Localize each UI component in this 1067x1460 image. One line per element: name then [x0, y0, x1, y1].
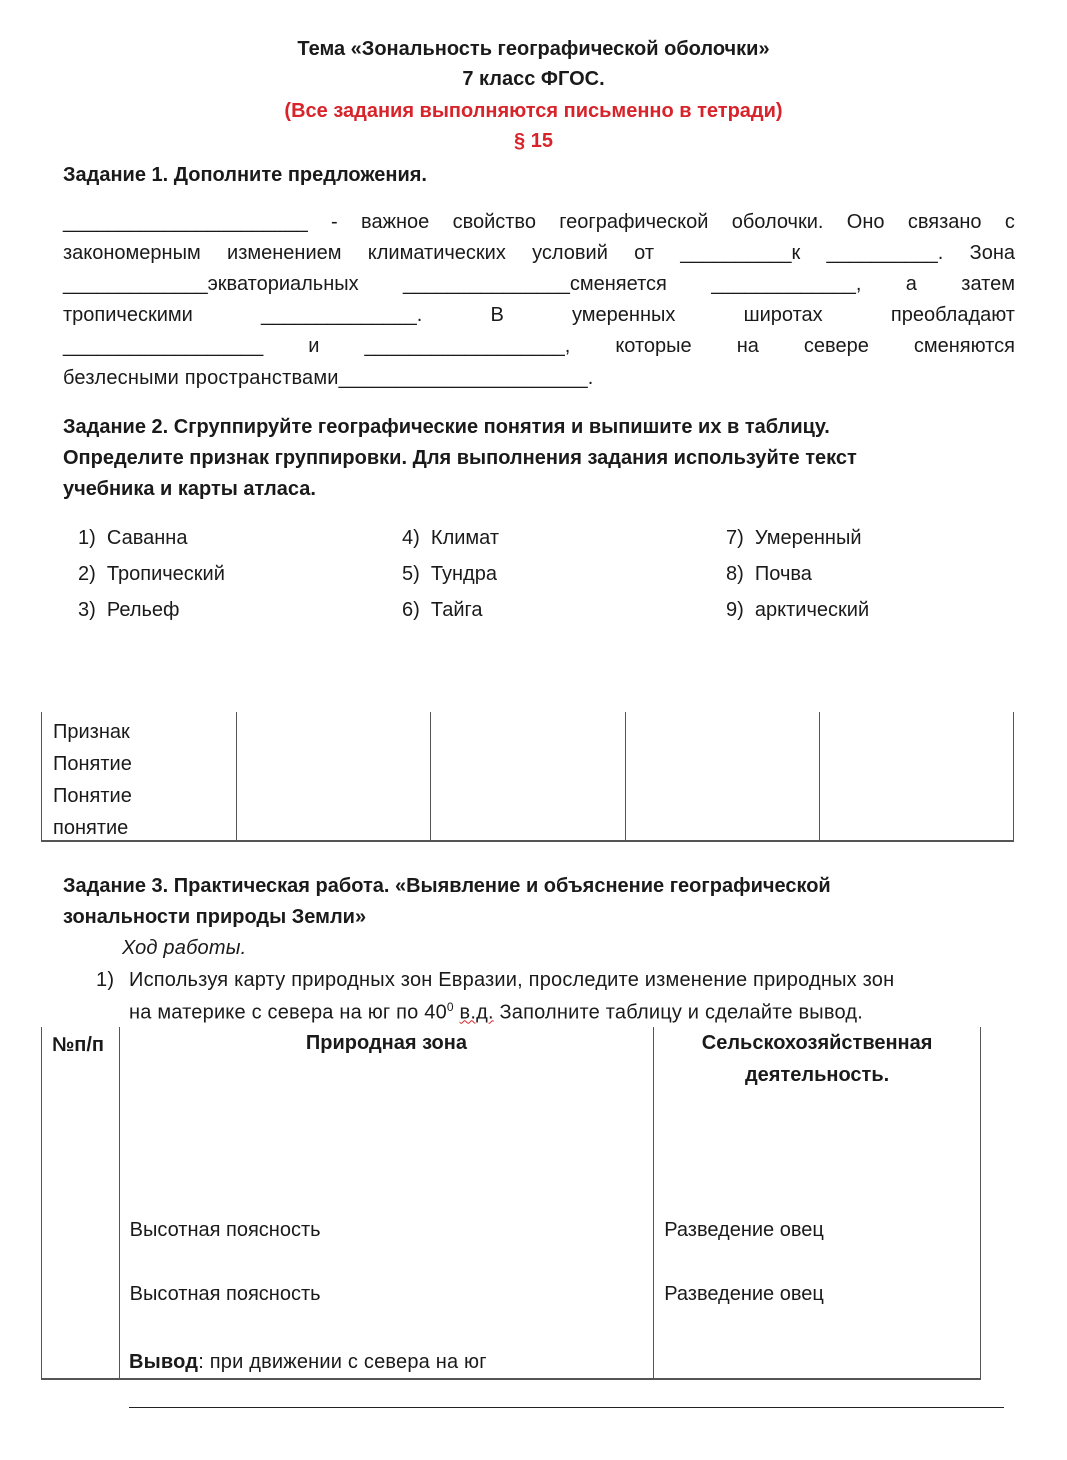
table-cell[interactable] [625, 712, 819, 744]
task2-heading-3: учебника и карты атласа. [63, 478, 316, 500]
header-zone: Природная зона [119, 1027, 654, 1091]
term-item [78, 563, 225, 586]
term-label: Умеренный [754, 527, 862, 549]
term-item [402, 527, 499, 550]
conclusion-label: Вывод [129, 1351, 199, 1373]
header-num: №п/п [42, 1027, 120, 1091]
row-label: понятие [42, 808, 237, 841]
text: сменяются [913, 335, 1015, 357]
task1-line-5 [63, 335, 1015, 358]
num: 8) [726, 563, 744, 585]
text: тропическими [63, 304, 193, 326]
conclusion [129, 1351, 487, 1374]
blank[interactable]: _____________, [711, 273, 862, 295]
task1-line-2 [63, 242, 1015, 265]
activity-cell[interactable]: Разведение овец [654, 1219, 981, 1283]
table-cell[interactable] [119, 1155, 654, 1219]
table-row [42, 808, 1014, 841]
term-item [402, 563, 497, 586]
text: Заполните таблицу и сделайте вывод. [493, 1001, 863, 1024]
table-row [42, 1283, 981, 1347]
table-row [42, 1091, 981, 1123]
num: 1) [78, 527, 96, 549]
text: оболочки. [731, 211, 824, 233]
task1-line-4 [63, 304, 1015, 327]
row-label: Признак [42, 712, 237, 744]
text: В [490, 304, 504, 326]
task1-heading: Задание 1. Дополните предложения. [63, 164, 427, 186]
table-cell[interactable] [42, 1123, 120, 1155]
table-cell[interactable] [42, 1155, 120, 1219]
table-cell[interactable] [42, 1219, 120, 1283]
table-cell[interactable] [819, 712, 1013, 744]
table-cell[interactable] [237, 776, 431, 808]
num: 6) [402, 599, 420, 621]
step-line-2 [129, 1000, 863, 1025]
instructions-note: (Все задания выполняются письменно в тетради) [284, 100, 783, 122]
table-cell[interactable] [819, 808, 1013, 841]
table-cell[interactable] [625, 808, 819, 841]
table-row [42, 712, 1014, 744]
table-cell[interactable] [625, 744, 819, 776]
row-label: Понятие [42, 776, 237, 808]
procedure-label: Ход работы. [122, 937, 247, 959]
table-cell[interactable] [237, 712, 431, 744]
table-cell[interactable] [237, 744, 431, 776]
term-label: Тропический [106, 563, 225, 585]
term-label: арктический [754, 599, 870, 621]
num: 3) [78, 599, 96, 621]
text: свойство [452, 211, 536, 233]
table-cell[interactable] [42, 1347, 120, 1379]
task2-heading-1: Задание 2. Сгруппируйте географические понятия и выпишите их в таблицу. [63, 416, 830, 438]
text: которые [615, 335, 692, 357]
task3-heading-1: Задание 3. Практическая работа. «Выявление и объяснение географической [63, 875, 831, 897]
text: связано [907, 211, 982, 233]
blank[interactable]: __________. [826, 242, 944, 264]
activity-cell[interactable]: Разведение овец [654, 1283, 981, 1347]
table-cell[interactable] [431, 808, 625, 841]
text: Зона [969, 242, 1015, 264]
text: климатических [367, 242, 506, 264]
table-cell[interactable] [431, 776, 625, 808]
task3-heading-2: зональности природы Земли» [63, 906, 367, 928]
table-cell[interactable] [119, 1123, 654, 1155]
zone-cell[interactable]: Высотная поясность [119, 1283, 654, 1347]
conclusion-text: : при движении с севера на юг [198, 1351, 487, 1373]
term-label: Рельеф [106, 599, 180, 621]
table-cell[interactable] [819, 776, 1013, 808]
zone-cell[interactable]: Высотная поясность [119, 1219, 654, 1283]
term-label: Почва [754, 563, 812, 585]
table-cell[interactable] [237, 808, 431, 841]
table-cell[interactable] [431, 712, 625, 744]
text: изменением [227, 242, 342, 264]
table-header-row [42, 1027, 981, 1091]
grade-label: 7 класс ФГОС. [462, 68, 605, 90]
document-title: Тема «Зональность географической оболочки» [297, 38, 770, 60]
term-item [78, 527, 187, 550]
text: затем [961, 273, 1015, 295]
table-row [42, 1123, 981, 1155]
text: от [634, 242, 654, 264]
degree: 0 [446, 1000, 454, 1014]
text: - [331, 211, 338, 233]
table-cell[interactable] [625, 776, 819, 808]
term-item [726, 599, 869, 622]
blank[interactable]: ______________________ [63, 211, 308, 233]
table-row [42, 1155, 981, 1219]
table-cell[interactable] [42, 1283, 120, 1347]
task1-line-6: безлесными пространствами______________________. [63, 367, 594, 389]
text: умеренных [572, 304, 676, 326]
text: и [308, 335, 320, 357]
text: условий [532, 242, 608, 264]
spellcheck-word: в.д. [459, 1001, 494, 1024]
task1-line-3 [63, 273, 1015, 296]
num: 9) [726, 599, 744, 621]
term-label: Климат [430, 527, 500, 549]
text: географической [559, 211, 709, 233]
table-cell[interactable] [654, 1123, 981, 1155]
row-label: Понятие [42, 744, 237, 776]
table-cell[interactable] [431, 744, 625, 776]
table-cell[interactable] [119, 1091, 654, 1123]
term-item [78, 599, 180, 622]
text: на материке с севера на юг по 40 [129, 1001, 447, 1024]
blank[interactable]: __________________, [364, 335, 571, 357]
text: преобладают [890, 304, 1015, 326]
text: на [736, 335, 759, 357]
step-num: 1) [96, 969, 115, 991]
term-item [726, 563, 812, 586]
blank[interactable]: _______________сменяется [403, 273, 667, 295]
term-item [402, 599, 483, 622]
blank[interactable]: __________________ [63, 335, 264, 357]
grouping-table [41, 712, 1014, 842]
blank[interactable]: _____________экваториальных [63, 273, 359, 295]
table-cell[interactable] [654, 1155, 981, 1219]
num: 7) [726, 527, 744, 549]
table-cell[interactable] [654, 1091, 981, 1123]
blank[interactable]: ______________. [261, 304, 423, 326]
text: а [905, 273, 917, 295]
table-cell[interactable] [42, 1091, 120, 1123]
table-cell[interactable] [654, 1347, 981, 1379]
step-line-1: Используя карту природных зон Евразии, проследите изменение природных зон [129, 969, 895, 991]
table-row [42, 744, 1014, 776]
term-label: Тайга [430, 599, 483, 621]
task2-heading-2: Определите признак группировки. Для выполнения задания используйте текст [63, 447, 857, 469]
table-row [42, 1219, 981, 1283]
task1-line-1 [63, 211, 1015, 234]
header-activity: Сельскохозяйственная деятельность. [654, 1027, 981, 1091]
num: 2) [78, 563, 96, 585]
num: 4) [402, 527, 420, 549]
text: с [1004, 211, 1015, 233]
zones-table [41, 1027, 981, 1380]
text: закономерным [63, 242, 201, 264]
term-label: Саванна [106, 527, 188, 549]
text: севере [803, 335, 869, 357]
term-label: Тундра [430, 563, 497, 585]
conclusion-answer-line[interactable] [129, 1407, 1004, 1408]
blank[interactable]: __________к [680, 242, 801, 264]
paragraph-ref: § 15 [514, 130, 553, 152]
text: Оно [846, 211, 885, 233]
table-row [42, 776, 1014, 808]
term-item [726, 527, 861, 550]
text: широтах [743, 304, 823, 326]
table-cell[interactable] [819, 744, 1013, 776]
text: важное [361, 211, 430, 233]
num: 5) [402, 563, 420, 585]
